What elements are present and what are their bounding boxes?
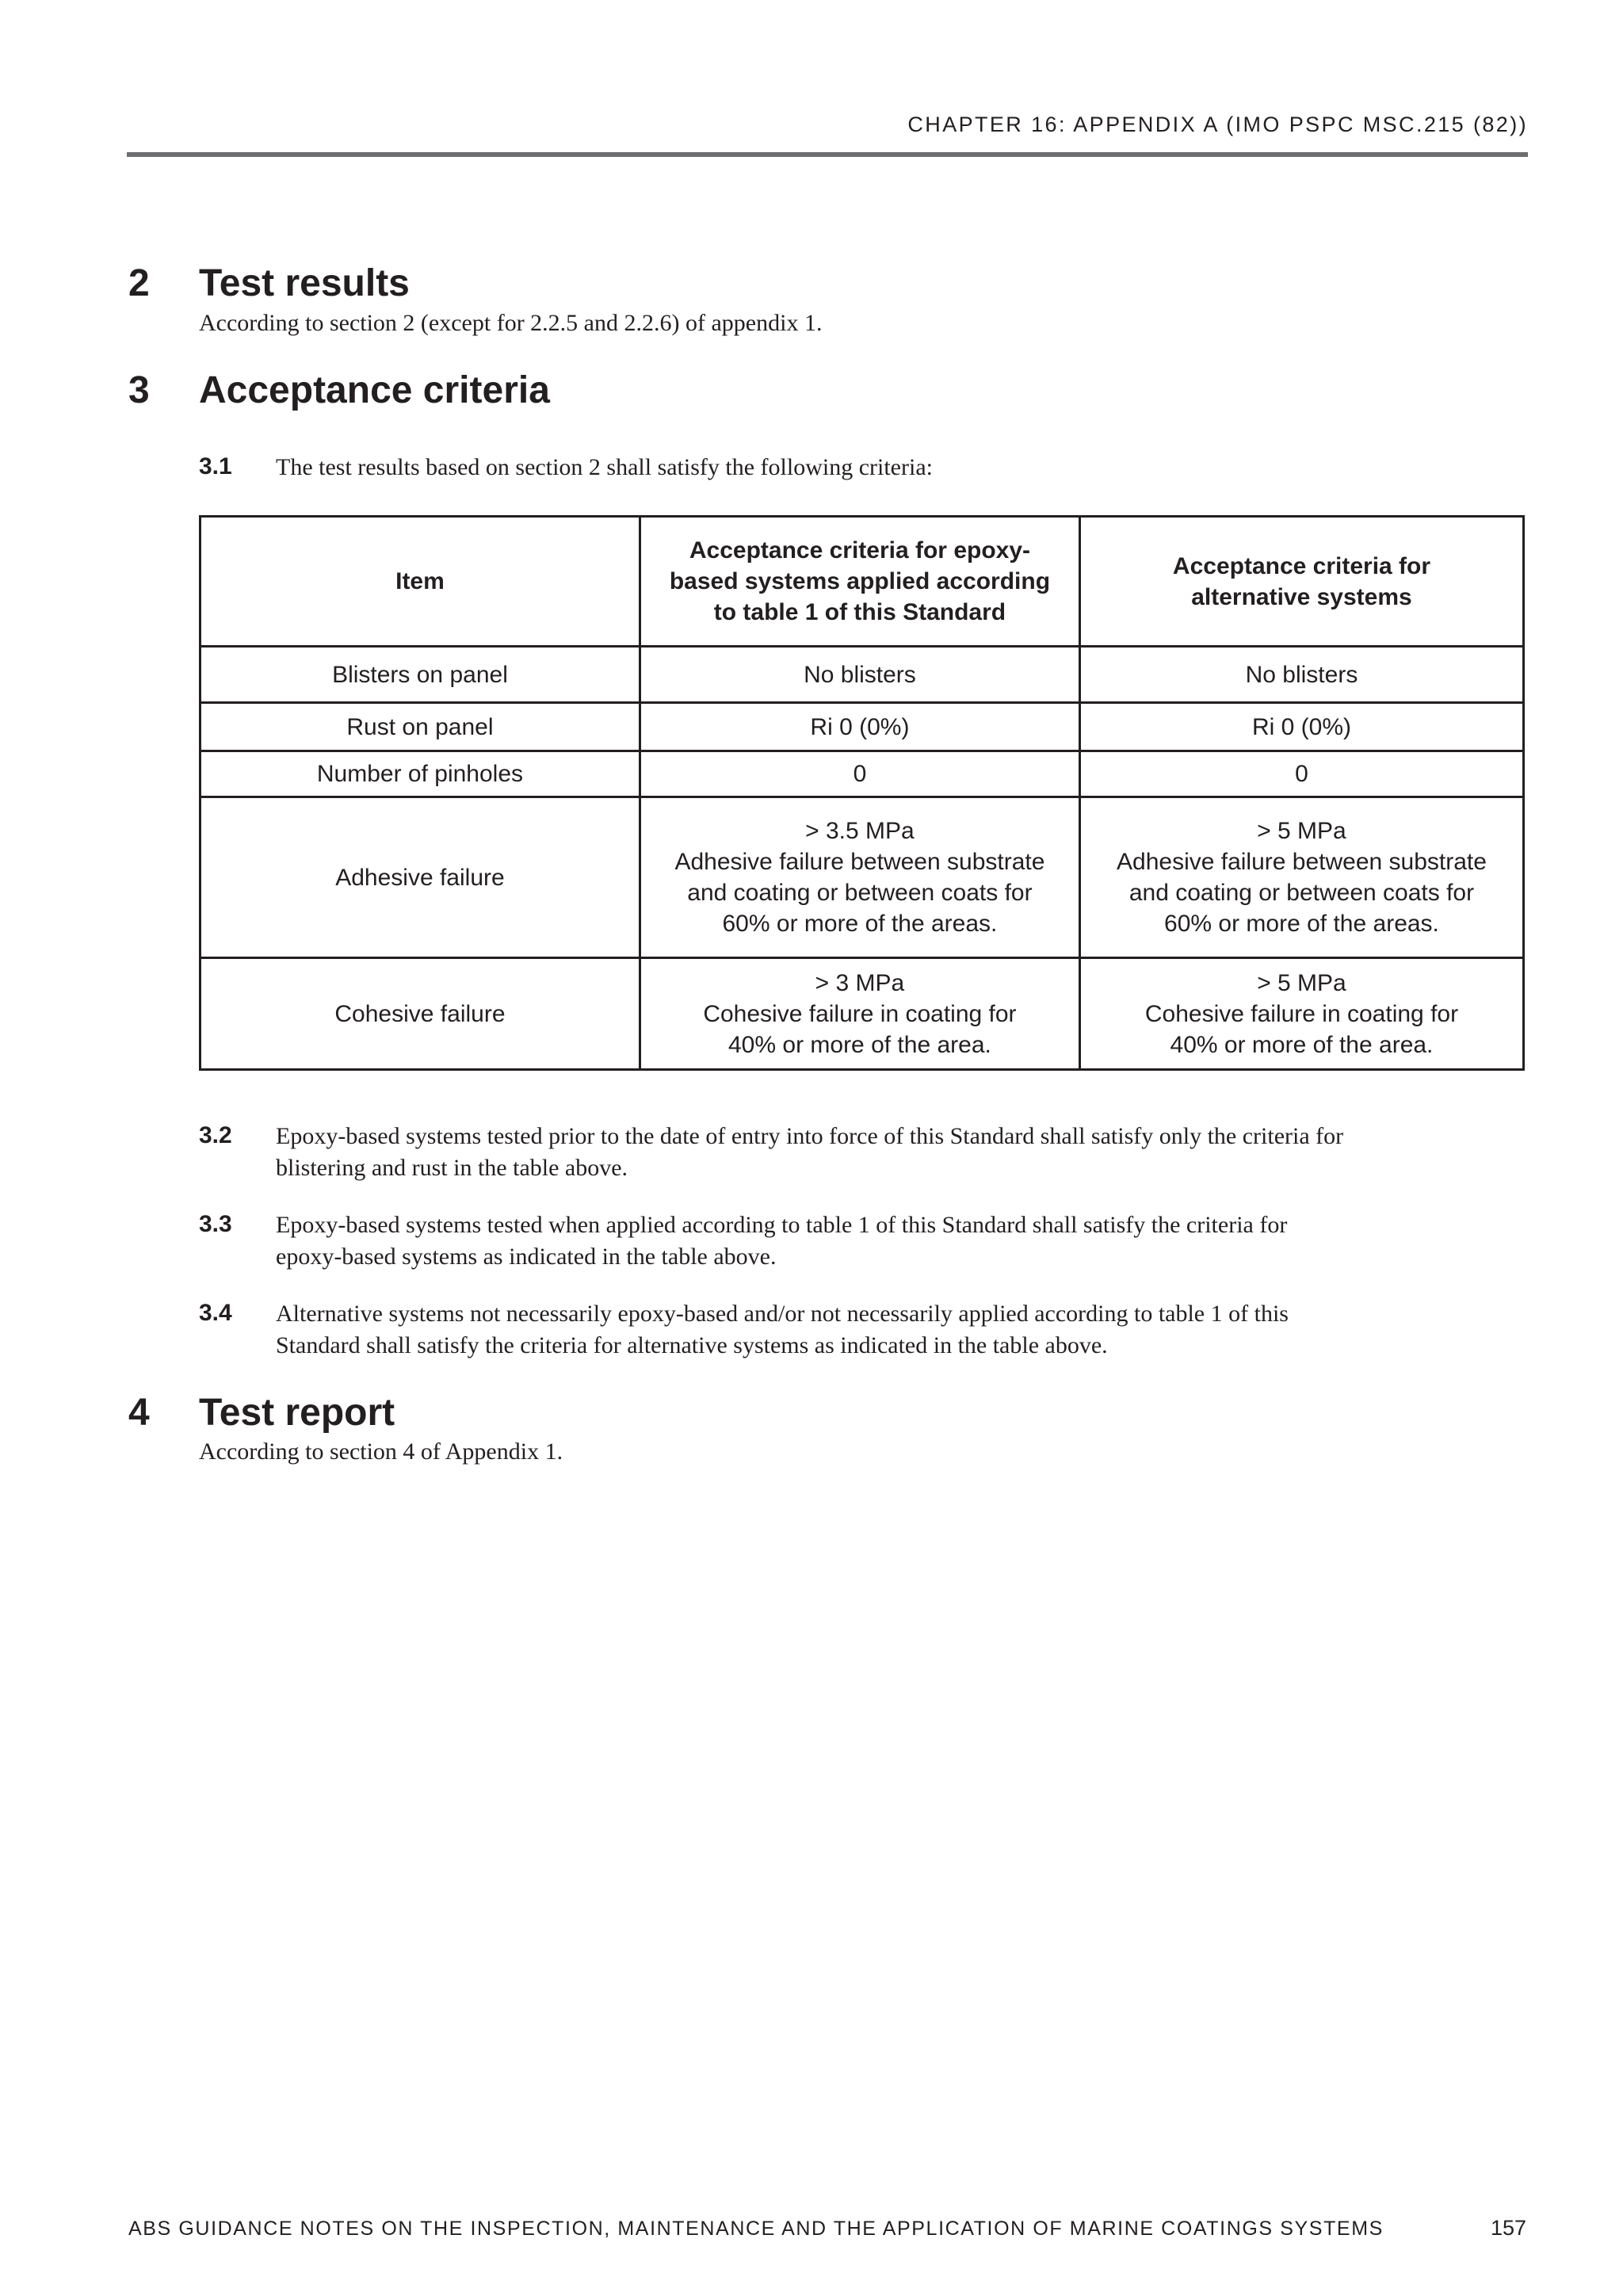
row-alt-value: 0 — [1079, 751, 1523, 797]
header-rule — [127, 152, 1528, 157]
subsection-3-1-text: The test results based on section 2 shall satisfy the following criteria: — [276, 454, 933, 480]
section-2-text: According to section 2 (except for 2.2.5 and 2.2.6) of appendix 1. — [199, 310, 823, 336]
acceptance-criteria-table — [199, 515, 1525, 1071]
row-item: Number of pinholes — [200, 751, 640, 797]
subsection-3-3-number: 3.3 — [199, 1211, 232, 1237]
page-number: 157 — [1490, 2216, 1526, 2240]
section-4-number: 4 — [128, 1392, 150, 1434]
row-epoxy-value: > 3 MPa Cohesive failure in coating for 40% or more of the area. — [640, 958, 1079, 1070]
section-4-title: Test report — [199, 1392, 395, 1434]
row-item: Cohesive failure — [200, 958, 640, 1070]
row-item: Adhesive failure — [200, 797, 640, 958]
row-alt-value: > 5 MPa Cohesive failure in coating for 40% or more of the area. — [1079, 958, 1523, 1070]
row-epoxy-value: Ri 0 (0%) — [640, 703, 1079, 751]
row-epoxy-value: No blisters — [640, 647, 1079, 703]
footer-title: ABS GUIDANCE NOTES ON THE INSPECTION, MAINTENANCE AND THE APPLICATION OF MARINE COATINGS SYSTEMS — [128, 2218, 1384, 2240]
row-alt-value: No blisters — [1079, 647, 1523, 703]
subsection-3-2-number: 3.2 — [199, 1122, 232, 1148]
header-item: Item — [200, 517, 640, 647]
header-alternative-criteria: Acceptance criteria for alternative systems — [1079, 517, 1523, 647]
subsection-3-4-text: Alternative systems not necessarily epoxy-based and/or not necessarily applied according to table 1 of this Standard shall satisfy the criteria for alternative systems as indicated in the table above. — [276, 1301, 1289, 1358]
row-item: Rust on panel — [200, 703, 640, 751]
subsection-3-3-text: Epoxy-based systems tested when applied according to table 1 of this Standard shall satisfy the criteria for epoxy-based systems as indicated in the table above. — [276, 1212, 1288, 1270]
section-3-title: Acceptance criteria — [199, 369, 550, 411]
table-row — [200, 958, 1524, 1070]
table-row — [200, 703, 1524, 751]
section-3-number: 3 — [128, 369, 150, 411]
table-row — [200, 751, 1524, 797]
row-item: Blisters on panel — [200, 647, 640, 703]
table-header-row — [200, 517, 1524, 647]
table-row — [200, 797, 1524, 958]
row-epoxy-value: 0 — [640, 751, 1079, 797]
subsection-3-1-number: 3.1 — [199, 453, 232, 479]
table-row — [200, 647, 1524, 703]
row-alt-value: > 5 MPa Adhesive failure between substrate and coating or between coats for 60% or more of the areas. — [1079, 797, 1523, 958]
section-2-number: 2 — [128, 262, 150, 304]
running-head: CHAPTER 16: APPENDIX A (IMO PSPC MSC.215 (82)) — [907, 113, 1528, 136]
row-epoxy-value: > 3.5 MPa Adhesive failure between substrate and coating or between coats for 60% or more of the areas. — [640, 797, 1079, 958]
subsection-3-4-number: 3.4 — [199, 1300, 232, 1326]
section-4-text: According to section 4 of Appendix 1. — [199, 1438, 563, 1465]
section-2-title: Test results — [199, 262, 410, 304]
header-epoxy-criteria: Acceptance criteria for epoxy- based systems applied according to table 1 of this Standard — [640, 517, 1079, 647]
subsection-3-2-text: Epoxy-based systems tested prior to the date of entry into force of this Standard shall satisfy only the criteria for blistering and rust in the table above. — [276, 1123, 1344, 1181]
row-alt-value: Ri 0 (0%) — [1079, 703, 1523, 751]
